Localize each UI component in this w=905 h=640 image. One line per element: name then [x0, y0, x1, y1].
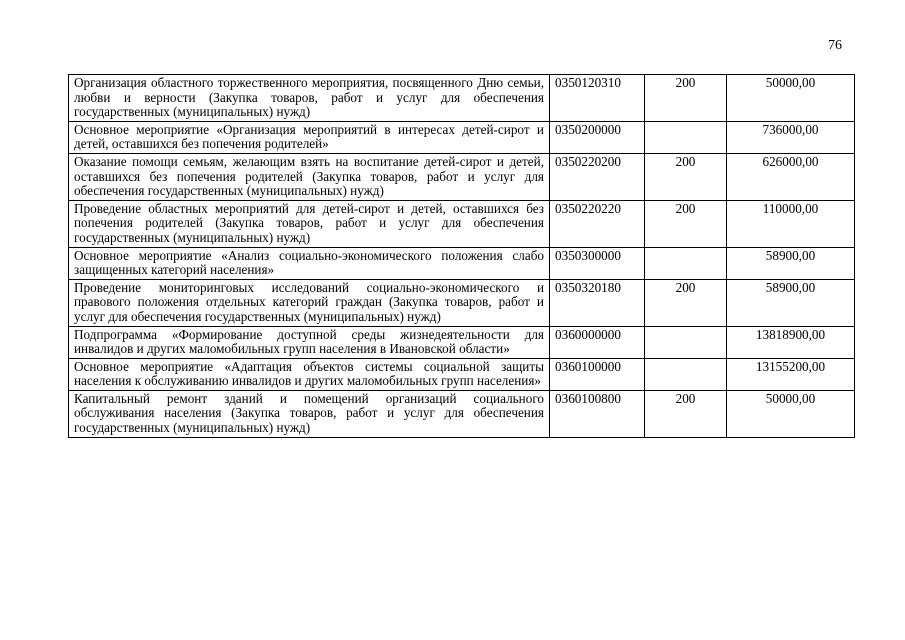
target-code-cell: 0350300000: [550, 247, 645, 279]
target-code-cell: 0360100000: [550, 358, 645, 390]
amount-cell: 50000,00: [727, 390, 855, 437]
expense-type-cell: 200: [645, 153, 727, 200]
amount-cell: 736000,00: [727, 121, 855, 153]
item-name-cell: Подпрограмма «Формирование доступной среды жизнедеятельности для инвалидов и других маломобильных групп населения в Ивановской области»: [69, 326, 550, 358]
table-row: [69, 358, 855, 390]
item-name-cell: Основное мероприятие «Анализ социально-экономического положения слабо защищенных категорий населения»: [69, 247, 550, 279]
table-row: [69, 200, 855, 247]
table-row: [69, 121, 855, 153]
item-name-cell: Основное мероприятие «Организация мероприятий в интересах детей-сирот и детей, оставшихся без попечения родителей»: [69, 121, 550, 153]
expense-type-cell: [645, 121, 727, 153]
amount-cell: 13818900,00: [727, 326, 855, 358]
expense-type-cell: 200: [645, 279, 727, 326]
expense-type-cell: 200: [645, 390, 727, 437]
table-row: [69, 247, 855, 279]
target-code-cell: 0350220220: [550, 200, 645, 247]
target-code-cell: 0360000000: [550, 326, 645, 358]
amount-cell: 50000,00: [727, 75, 855, 122]
item-name-cell: Проведение областных мероприятий для детей-сирот и детей, оставшихся без попечения родителей (Закупка товаров, работ и услуг для обеспечения государственных (муниципальных) нужд): [69, 200, 550, 247]
amount-cell: 626000,00: [727, 153, 855, 200]
item-name-cell: Оказание помощи семьям, желающим взять на воспитание детей-сирот и детей, оставшихся без попечения родителей (Закупка товаров, работ и услуг для обеспечения государственных (муниципальных) нужд): [69, 153, 550, 200]
target-code-cell: 0350320180: [550, 279, 645, 326]
item-name-cell: Капитальный ремонт зданий и помещений организаций социального обслуживания населения (Закупка товаров, работ и услуг для обеспечения государственных (муниципальных) нужд): [69, 390, 550, 437]
table-row: [69, 153, 855, 200]
expense-type-cell: [645, 358, 727, 390]
amount-cell: 13155200,00: [727, 358, 855, 390]
page-number: 76: [828, 38, 842, 53]
target-code-cell: 0350200000: [550, 121, 645, 153]
amount-cell: 58900,00: [727, 279, 855, 326]
amount-cell: 58900,00: [727, 247, 855, 279]
expense-type-cell: 200: [645, 200, 727, 247]
expense-type-cell: 200: [645, 75, 727, 122]
item-name-cell: Организация областного торжественного мероприятия, посвященного Дню семьи, любви и верности (Закупка товаров, работ и услуг для обеспечения государственных (муниципальных) нужд): [69, 75, 550, 122]
expense-type-cell: [645, 326, 727, 358]
table-row: [69, 326, 855, 358]
budget-table: [68, 74, 855, 438]
table-row: [69, 279, 855, 326]
table-row: [69, 75, 855, 122]
item-name-cell: Проведение мониторинговых исследований социально-экономического и правового положения отдельных категорий граждан (Закупка товаров, работ и услуг для обеспечения государственных (муниципальных) нужд): [69, 279, 550, 326]
amount-cell: 110000,00: [727, 200, 855, 247]
target-code-cell: 0350120310: [550, 75, 645, 122]
table-row: [69, 390, 855, 437]
target-code-cell: 0360100800: [550, 390, 645, 437]
expense-type-cell: [645, 247, 727, 279]
item-name-cell: Основное мероприятие «Адаптация объектов системы социальной защиты населения к обслуживанию инвалидов и других маломобильных групп населения»: [69, 358, 550, 390]
target-code-cell: 0350220200: [550, 153, 645, 200]
budget-table-body: [69, 75, 855, 438]
